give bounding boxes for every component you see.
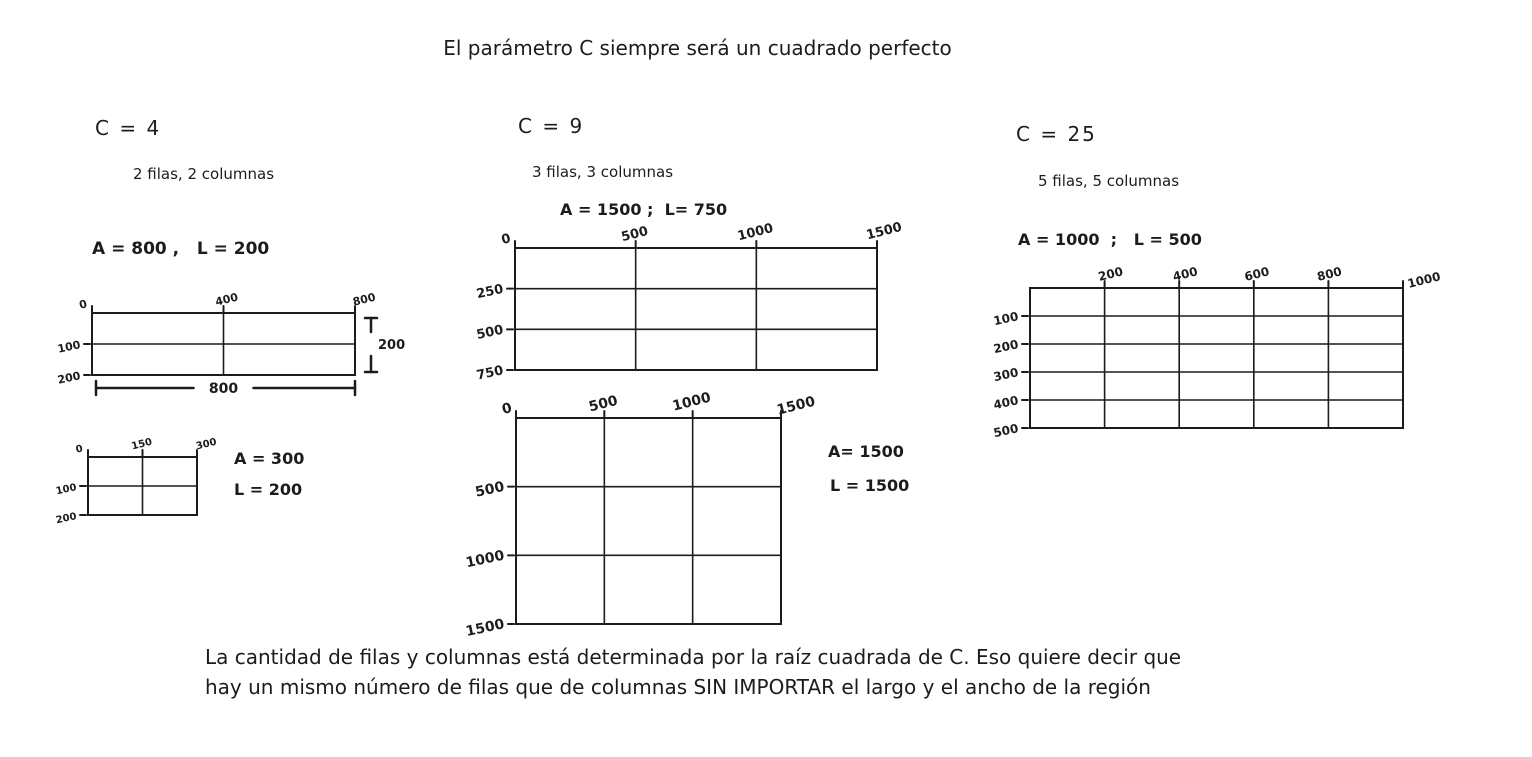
c4-grid-small	[55, 437, 218, 527]
y-tick-label: 300	[992, 365, 1020, 385]
y-tick-label: 100	[54, 482, 78, 498]
x-tick-label: 1000	[670, 389, 713, 415]
y-tick-label: 1500	[464, 616, 506, 641]
grid-border	[515, 248, 877, 370]
x-tick-label: 0	[74, 443, 85, 456]
x-tick-label: 0	[500, 400, 514, 419]
footer-explanation-line1: La cantidad de filas y columnas está determinada por la raíz cuadrada de C. Eso quiere decir que	[205, 645, 1182, 669]
c9-grid2-area-label: A= 1500	[828, 442, 904, 461]
c25-grid	[992, 264, 1442, 440]
c9-params-label: A = 1500 ; L= 750	[560, 200, 728, 219]
width-dimension-label: 800	[208, 381, 239, 397]
footer-explanation-line2: hay un mismo número de filas que de columnas SIN IMPORTAR el largo y el ancho de la región	[205, 675, 1151, 699]
x-tick-label: 1000	[736, 220, 775, 245]
x-tick-label: 0	[499, 231, 513, 248]
y-tick-label: 500	[475, 322, 505, 343]
y-tick-label: 100	[992, 309, 1020, 329]
c9-grid2-length-label: L = 1500	[830, 476, 910, 495]
x-tick-label: 500	[619, 224, 650, 246]
c4-grid2-length-label: L = 200	[234, 480, 303, 499]
c4-rows-cols-note: 2 filas, 2 columnas	[133, 165, 275, 183]
c25-heading: C = 25	[1016, 122, 1097, 146]
y-tick-label: 750	[475, 363, 505, 384]
c25-params-label: A = 1000 ; L = 500	[1018, 230, 1202, 249]
x-tick-label: 1500	[775, 393, 817, 419]
c4-grid2-area-label: A = 300	[234, 449, 305, 468]
y-tick-label: 100	[56, 338, 82, 356]
y-tick-label: 500	[992, 421, 1020, 441]
y-tick-label: 200	[56, 369, 82, 387]
y-tick-label: 400	[992, 393, 1020, 413]
x-tick-label: 600	[1242, 264, 1271, 284]
x-tick-label: 300	[194, 436, 218, 453]
c4-grid-main	[56, 290, 405, 397]
y-tick-label: 200	[992, 337, 1020, 357]
x-tick-label: 800	[1315, 264, 1344, 284]
grid-border	[1030, 288, 1403, 428]
x-tick-label: 800	[351, 290, 377, 309]
y-tick-label: 250	[475, 281, 505, 303]
y-tick-label: 1000	[464, 547, 506, 572]
x-tick-label: 400	[1171, 264, 1200, 284]
c4-params-label: A = 800 , L = 200	[92, 239, 270, 259]
c9-grid-wide	[475, 220, 903, 384]
y-tick-label: 500	[473, 478, 506, 501]
page-title: El parámetro C siempre será un cuadrado perfecto	[443, 36, 952, 60]
c4-heading: C = 4	[95, 116, 162, 140]
x-tick-label: 150	[130, 436, 154, 453]
x-tick-label: 400	[213, 290, 240, 309]
x-tick-label: 500	[587, 392, 620, 416]
c9-rows-cols-note: 3 filas, 3 columnas	[532, 163, 674, 181]
c9-heading: C = 9	[518, 114, 585, 138]
x-tick-label: 1000	[1406, 269, 1442, 291]
height-dimension-label: 200	[378, 338, 406, 353]
x-tick-label: 0	[77, 297, 89, 312]
c9-grid-square	[464, 390, 817, 640]
grid-border	[516, 418, 781, 624]
c25-rows-cols-note: 5 filas, 5 columnas	[1038, 172, 1180, 190]
x-tick-label: 1500	[864, 219, 904, 244]
y-tick-label: 200	[54, 511, 78, 527]
x-tick-label: 200	[1096, 264, 1125, 284]
